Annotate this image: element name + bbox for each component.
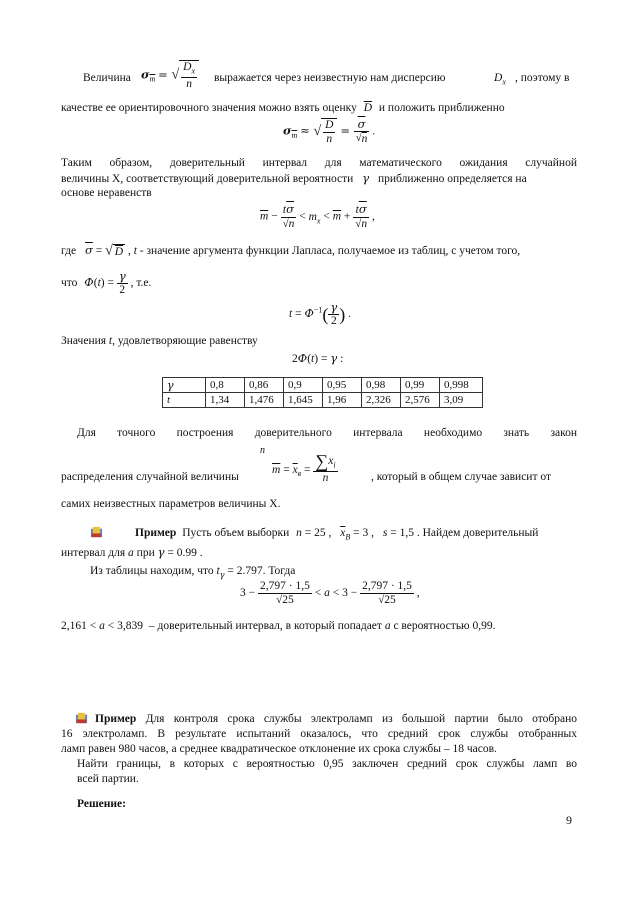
example-1-line-1: Пример Пусть объем выборки n = 25 , $\overline{x}_B = 3$ , s = 1,5 . Найдем доверительный <box>135 527 539 542</box>
example-2-line-1: Пример Для контроля срока службы электроламп из большой партии было отобрано <box>95 713 577 725</box>
paragraph-2-line-2: величины X, соответствующий доверительной вероятности γ приближенно определяется на <box>61 171 527 185</box>
paragraph-5-line-2a: распределения случайной величины <box>61 471 239 483</box>
table-cell: 0,86 <box>245 378 284 393</box>
table-cell: 1,96 <box>323 393 362 408</box>
example-2-line-2: 16 электроламп. В результате испытаний оказалось, что средний срок службы отобранных <box>61 728 577 740</box>
table-cell: 2,326 <box>362 393 401 408</box>
equation-4: 2Φ(t) = γ : <box>292 351 344 365</box>
example-1-line-3: Из таблицы находим, что $t_\gamma = 2.797$. Тогда <box>90 565 296 580</box>
paragraph-2-line-3: основе неравенств <box>61 187 152 199</box>
example-2-line-5: всей партии. <box>77 773 139 785</box>
paragraph-1-tail: , поэтому в <box>515 72 570 84</box>
table-cell: 0,998 <box>440 378 483 393</box>
book-bullet-icon <box>90 526 103 539</box>
example-2-line-3: ламп равен 980 часов, а среднее квадратическое отклонение их срока службы – 18 часов. <box>61 743 497 755</box>
example-1-heading: Пример <box>135 527 177 539</box>
example-1-line-2: интервал для a при γ = 0.99 . <box>61 545 203 559</box>
paragraph-5-line-3: самих неизвестных параметров величины X. <box>61 498 281 510</box>
table-cell: 0,9 <box>284 378 323 393</box>
table-cell: 1,645 <box>284 393 323 408</box>
table-cell: 1,476 <box>245 393 284 408</box>
equation-5: $\overline{m} = \overline{x}_в$ = $\frac{\sum x_i}{n}$ <box>272 451 336 485</box>
paragraph-5-line-1: Для точного построения доверительного интервала необходимо знать закон <box>77 427 577 439</box>
table-cell: 0,99 <box>401 378 440 393</box>
paragraph-5-line-2b: , который в общем случае зависит от <box>371 471 551 483</box>
page-number: 9 <box>566 813 572 827</box>
sigma-m-formula: $\sigma_{\overline{m}}$ = √ $\frac{D_x}{n}$ <box>141 60 199 91</box>
equation-1: $\sigma_{\overline{m}}$ ≈ √ $\frac{D}{n}$ = $\frac{\overline{\sigma}}{√n}$ . <box>283 117 376 145</box>
dispersion-dx: $D_x$ <box>494 72 506 87</box>
example-2-heading: Пример <box>95 713 137 725</box>
word-velichina: Величина <box>83 72 131 84</box>
sum-limits-top: n <box>260 445 265 456</box>
gamma-t-table <box>162 377 483 408</box>
paragraph-4: Значения t, удовлетворяющие равенству <box>61 335 258 347</box>
paragraph-3-line-2: что Φ(t) = $\frac{\gamma}{2}$ , т.е. <box>61 269 152 296</box>
example-2-line-4: Найти границы, в которых с вероятностью 0,95 заключен средний срок службы ламп во <box>77 758 577 770</box>
book-bullet-icon <box>75 712 88 725</box>
paragraph-1-text: выражается через неизвестную нам дисперсию <box>214 72 446 84</box>
table-cell: 0,98 <box>362 378 401 393</box>
equation-2: $\overline{m}$ − $\frac{t\overline{\sigma}}{√n}$ < $m_x < \overline{m}$ + $\frac{t\overline{\sigma}}{√n}$ , <box>260 202 375 231</box>
paragraph-1-line-1 <box>83 71 131 85</box>
paragraph-2-line-1: Таким образом, доверительный интервал для математического ожидания случайной <box>61 157 577 169</box>
example-1-result: 2,161 < a < 3,839 – доверительный интервал, в который попадает a с вероятностью 0,99. <box>61 620 496 632</box>
example-1-calculation: 3 − $\frac{2,797 \cdot 1,5}{√25}$ < a < 3 − $\frac{2,797 \cdot 1,5}{√25}$ , <box>240 580 420 607</box>
paragraph-3-line-1: где $\overline{\sigma}$ = √ D , t - значение аргумента функции Лапласа, получаемое из таблиц, с учетом того, <box>61 243 521 259</box>
paragraph-1-line-2: качестве ее ориентировочного значения можно взять оценку $\overline{D}$ и положить приближенно <box>61 102 505 114</box>
table-cell: 1,34 <box>206 393 245 408</box>
table-row-gamma <box>163 378 483 393</box>
table-header-t: t <box>163 393 206 408</box>
table-cell: 2,576 <box>401 393 440 408</box>
solution-heading: Решение: <box>77 798 126 810</box>
table-header-gamma: γ <box>163 378 206 393</box>
table-row-t <box>163 393 483 408</box>
table-cell: 0,8 <box>206 378 245 393</box>
table-cell: 3,09 <box>440 393 483 408</box>
table-cell: 0,95 <box>323 378 362 393</box>
equation-3: $t = \Phi^{-1}$( $\frac{\gamma}{2}$ ) . <box>289 300 352 327</box>
